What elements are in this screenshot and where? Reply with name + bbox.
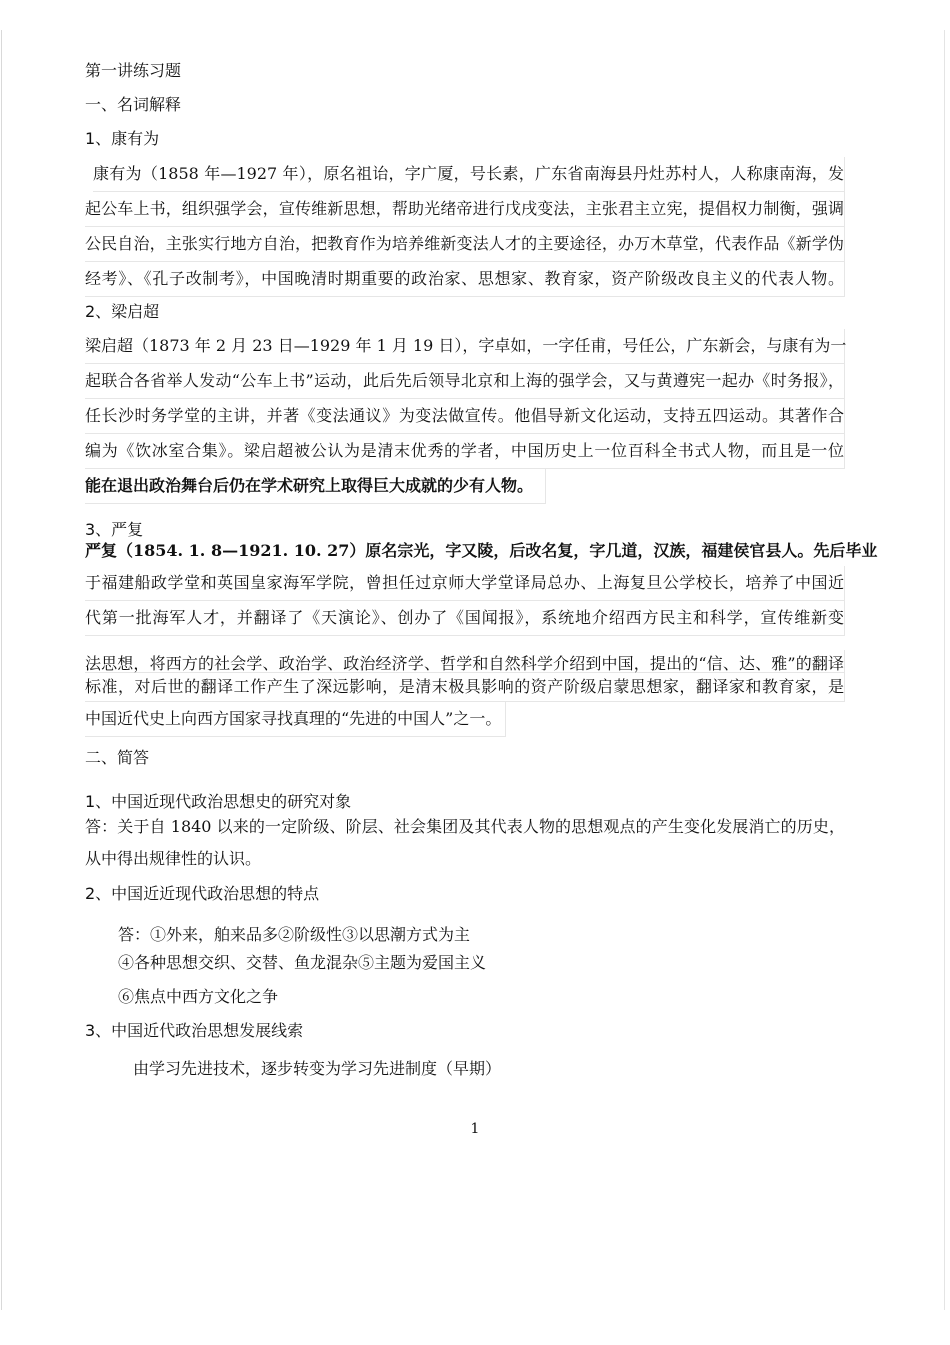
term-heading-yan-fu: 3、严复	[85, 520, 144, 539]
answer-3-line: 由学习先进技术，逐步转变为学习先进制度（早期）	[133, 1059, 502, 1078]
term-heading-liang-qichao: 2、梁启超	[85, 302, 160, 321]
paragraph-line: 起联合各省举人发动“公车上书”运动，此后先后领导北京和上海的强学会，又与黄遵宪一起办《时务报》，	[85, 364, 845, 399]
paragraph-line: 经考》、《孔子改制考》，中国晚清时期重要的政治家、思想家、教育家，资产阶级改良主义的代表人物。	[85, 262, 845, 297]
answer-2-line: ④各种思想交织、交替、鱼龙混杂⑤主题为爱国主义	[118, 953, 487, 972]
answer-line: 答：关于自 1840 以来的一定阶级、阶层、社会集团及其代表人物的思想观点的产生变化发展消亡的历史，	[85, 817, 845, 836]
answer-2-line: 答：①外来，舶来品多②阶级性③以思潮方式为主	[118, 925, 471, 944]
page-edge-left	[1, 30, 2, 1310]
answer-1	[85, 811, 845, 875]
paragraph-line: 任长沙时务学堂的主讲，并著《变法通议》为变法做宣传。他倡导新文化运动，支持五四运动。其著作合	[85, 399, 845, 434]
paragraph-line: 中国近代史上向西方国家寻找真理的“先进的中国人”之一。	[85, 702, 506, 737]
paragraph-line: 编为《饮冰室合集》。梁启超被公认为是清末优秀的学者，中国历史上一位百科全书式人物，而且是一位	[85, 434, 845, 469]
paragraph-line: 公民自治，主张实行地方自治，把教育作为培养维新变法人才的主要途径，办万木草堂，代表作品《新学伪	[85, 227, 845, 262]
term-paragraph-yan-fu-cont	[85, 650, 845, 737]
answer-2-line: ⑥焦点中西方文化之争	[118, 987, 279, 1006]
page-title: 第一讲练习题	[85, 61, 182, 80]
paragraph-line: 代第一批海军人才，并翻译了《天演论》、创办了《国闻报》，系统地介绍西方民主和科学，宣传维新变	[85, 601, 845, 636]
paragraph-line: 能在退出政治舞台后仍在学术研究上取得巨大成就的少有人物。	[85, 469, 546, 504]
question-3: 3、中国近代政治思想发展线索	[85, 1021, 304, 1040]
answer-line: 从中得出规律性的认识。	[85, 849, 262, 868]
paragraph-line: 法思想，将西方的社会学、政治学、政治经济学、哲学和自然科学介绍到中国，提出的“信、达、雅”的翻译	[85, 650, 845, 673]
term-paragraph-kang-youwei	[85, 157, 845, 297]
page-number: 1	[470, 1121, 480, 1137]
term-heading-kang-youwei: 1、康有为	[85, 129, 160, 148]
question-1: 1、中国近现代政治思想史的研究对象	[85, 792, 352, 811]
paragraph-line: 康有为（1858 年—1927 年），原名祖诒，字广厦，号长素，广东省南海县丹灶苏村人，人称康南海，发	[93, 157, 845, 192]
section-heading-short-answer: 二、简答	[85, 748, 150, 767]
term-paragraph-liang-qichao	[85, 329, 845, 504]
term-paragraph-yan-fu	[85, 536, 878, 636]
section-heading-terms: 一、名词解释	[85, 95, 182, 114]
paragraph-line: 梁启超（1873 年 2 月 23 日—1929 年 1 月 19 日），字卓如，一字任甫，号任公，广东新会，与康有为一	[85, 329, 845, 364]
paragraph-line: 标准，对后世的翻译工作产生了深远影响，是清末极具影响的资产阶级启蒙思想家，翻译家和教育家，是	[85, 673, 845, 702]
page-edge-right	[944, 30, 945, 1310]
paragraph-line: 于福建船政学堂和英国皇家海军学院，曾担任过京师大学堂译局总办、上海复旦公学校长，培养了中国近	[85, 566, 845, 601]
paragraph-line: 严复（1854. 1. 8—1921. 10. 27）原名宗光，字又陵，后改名复，字几道，汉族，福建侯官县人。先后毕业	[85, 541, 878, 560]
question-2: 2、中国近近现代政治思想的特点	[85, 884, 320, 903]
paragraph-line: 起公车上书，组织强学会，宣传维新思想，帮助光绪帝进行戊戌变法，主张君主立宪，提倡权力制衡，强调	[85, 192, 845, 227]
